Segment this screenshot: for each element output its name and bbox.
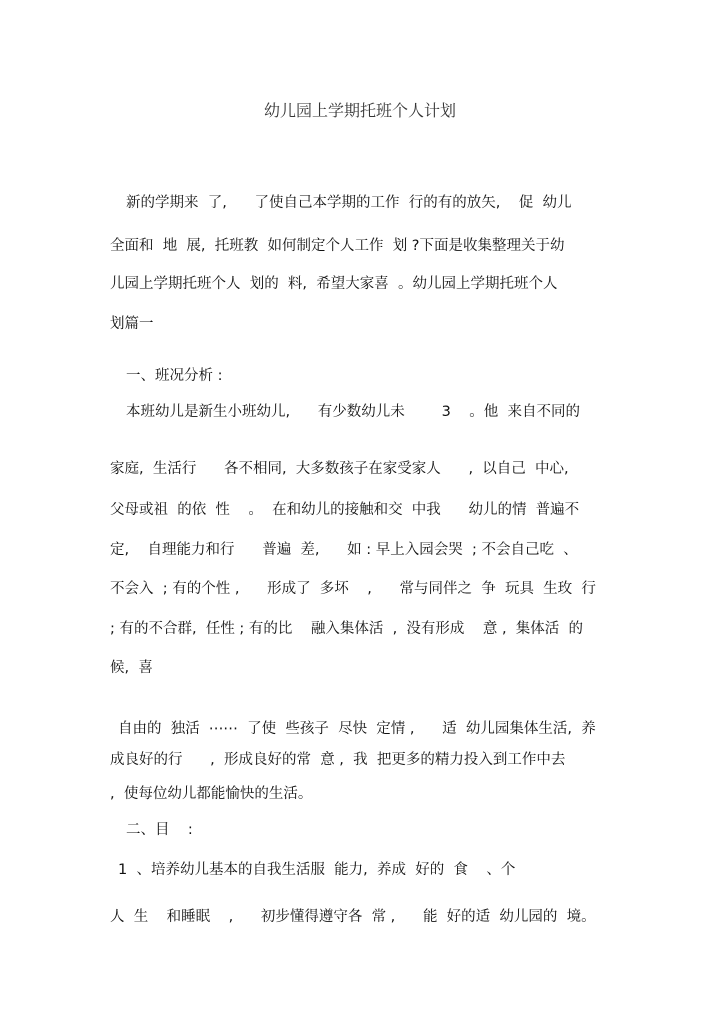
paragraph-line: 父母或祖 的依 性 。 在和幼儿的接触和交 中我 幼儿的情 普遍不 [110, 502, 580, 518]
paragraph-line: 候, 喜 [110, 660, 153, 676]
paragraph-line: 儿园上学期托班个人 划的 料, 希望大家喜 。幼儿园上学期托班个人 [110, 276, 558, 292]
section-heading: 二、目 : [126, 822, 193, 838]
paragraph-line: 不会入 ; 有的个性 , 形成了 多坏 , 常与同伴之 争 玩具 生玫 行 [110, 581, 596, 597]
document-title: 幼儿园上学期托班个人计划 [263, 101, 456, 120]
paragraph-line: 新的学期来 了, 了使自己本学期的工作 行的有的放矢, 促 幼儿 [126, 195, 572, 211]
paragraph-line: 自由的 独活 ⋯⋯ 了使 些孩子 尽快 定情 , 适 幼儿园集体生活, 养 [118, 721, 596, 737]
paragraph-line: 人 生 和睡眠 , 初步懂得遵守各 常 , 能 好的适 幼儿园的 境。 [110, 909, 596, 925]
paragraph-line: ; 有的不合群, 任性 ; 有的比 融入集体活 , 没有形成 意 , 集体活 的 [110, 621, 583, 637]
paragraph-line: 成良好的行 , 形成良好的常 意 , 我 把更多的精力投入到工作中去 [110, 752, 566, 768]
paragraph-line: , 使每位幼儿都能愉快的生活。 [110, 786, 313, 802]
paragraph-line: 家庭, 生活行 各不相同, 大多数孩子在家受家人 , 以自己 中心, [110, 461, 569, 477]
paragraph-line: 本班幼儿是新生小班幼儿, 有少数幼儿未 3 。他 来自不同的 [126, 404, 581, 420]
section-heading: 一、班况分析 : [126, 368, 223, 384]
paragraph-line: 定, 自理能力和行 普遍 差, 如 : 早上入园会哭 ; 不会自己吃 、 [110, 542, 578, 558]
paragraph-line: 全面和 地 展, 托班教 如何制定个人工作 划 ?下面是收集整理关于幼 [110, 238, 565, 254]
paragraph-line: 划篇一 [110, 316, 154, 332]
paragraph-line: 1 、培养幼儿基本的自我生活服 能力, 养成 好的 食 、个 [118, 862, 516, 878]
